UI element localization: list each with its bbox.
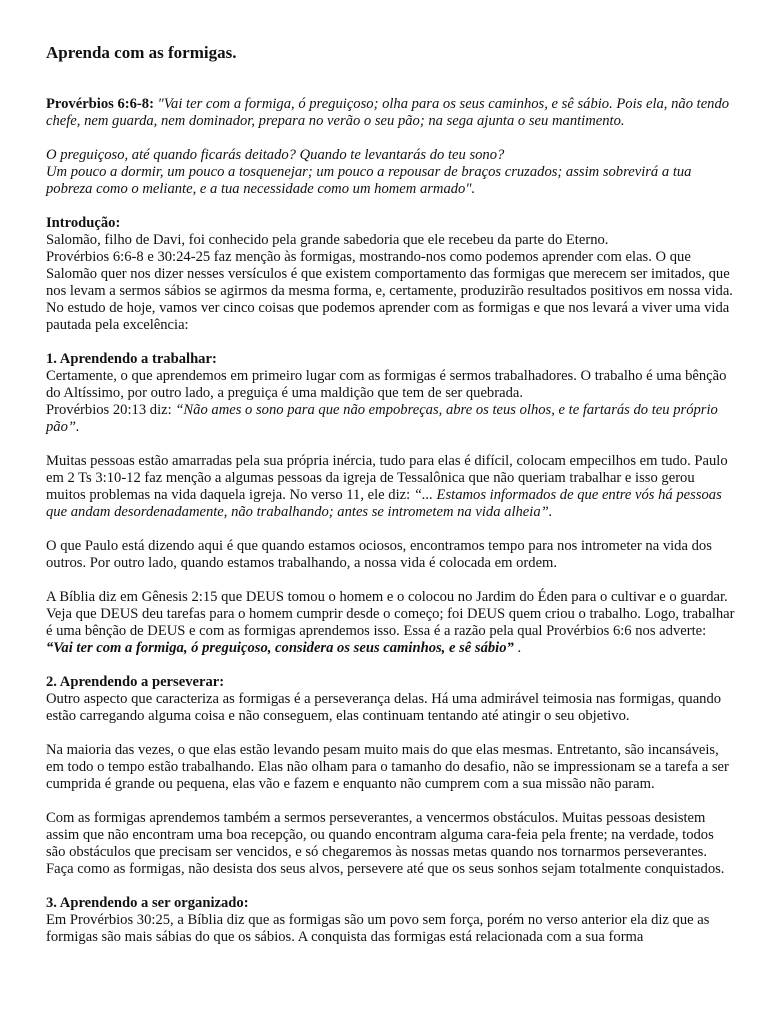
epigraph-continuation bbox=[46, 147, 736, 198]
section-3-paragraph bbox=[46, 895, 736, 946]
epigraph-quote: "Vai ter com a formiga, ó preguiçoso; olha para os seus caminhos, e sê sábio. Pois ela, não tendo chefe, nem guarda, nem dominador, prepara no verão o seu pão; na sega ajunta o seu mantimento. bbox=[46, 96, 730, 129]
epigraph-paragraph bbox=[46, 96, 736, 130]
bible-quote: “Não ames o sono para que não empobreças, abre os teus olhos, e te fartarás do teu próprio pão”. bbox=[46, 402, 718, 435]
section-1-paragraph bbox=[46, 351, 736, 436]
intro-text: Salomão, filho de Davi, foi conhecido pela grande sabedoria que ele recebeu da parte do Eterno. bbox=[46, 232, 609, 248]
body-text: Certamente, o que aprendemos em primeiro lugar com as formigas é sermos trabalhadores. O trabalho é uma bênção do Altíssimo, por outro lado, a preguiça é uma maldição que tem de ser quebrada. bbox=[46, 368, 727, 401]
section-heading: 1. Aprendendo a trabalhar: bbox=[46, 351, 217, 367]
epigraph-quote-line: Um pouco a dormir, um pouco a tosquenejar; um pouco a repousar de braços cruzados; assim sobrevirá a tua pobreza como o meliante, e a tua necessidade como um homem armado". bbox=[46, 164, 692, 197]
section-1-paragraph: O que Paulo está dizendo aqui é que quando estamos ociosos, encontramos tempo para nos intrometer na vida dos outros. Por outro lado, quando estamos trabalhando, a nossa vida é colocada em ordem. bbox=[46, 538, 712, 571]
document-page bbox=[46, 42, 736, 963]
body-text: Outro aspecto que caracteriza as formigas é a perseverança delas. Há uma admirável teimosia nas formigas, quando estão carregando alguma coisa e não conseguem, elas continuam tentando até atingir o seu objetivo. bbox=[46, 691, 722, 724]
bible-quote: “... Estamos informados de que entre vós há pessoas que andam desordenadamente, não trabalhando; antes se intrometem na vida alheia”. bbox=[46, 487, 722, 520]
bible-reference: Provérbios 20:13 diz: bbox=[46, 402, 176, 418]
section-heading: Introdução: bbox=[46, 215, 121, 231]
bible-quote: “Vai ter com a formiga, ó preguiçoso, considera os seus caminhos, e sê sábio” bbox=[46, 640, 514, 656]
section-2-paragraph bbox=[46, 674, 736, 725]
document-title: Aprenda com as formigas. bbox=[46, 43, 237, 62]
section-1-paragraph bbox=[46, 453, 736, 521]
body-text: A Bíblia diz em Gênesis 2:15 que DEUS tomou o homem e o colocou no Jardim do Éden para o cultivar e o guardar. Veja que DEUS deu tarefas para o homem cumprir desde o começo; foi DEUS quem criou o trabalho. Logo, trabalhar é uma bênção de DEUS e com as formigas aprendemos isso. Essa é a razão pela qual Provérbios 6:6 nos adverte: bbox=[46, 589, 735, 639]
epigraph-quote-line: O preguiçoso, até quando ficarás deitado? Quando te levantarás do teu sono? bbox=[46, 147, 505, 163]
section-heading: 2. Aprendendo a perseverar: bbox=[46, 674, 225, 690]
section-2-paragraph: Com as formigas aprendemos também a sermos perseverantes, a vencermos obstáculos. Muitas pessoas desistem assim que não encontram uma boa recepção, ou quando encontram alguma cara-feia pela frente; na verdade, todos são obstáculos que precisam ser vencidos, e só chegaremos às nossas metas quando nos tornarmos perseverantes. Faça como as formigas, não desista dos seus alvos, persevere até que os seus sonhos sejam totalmente conquistados. bbox=[46, 810, 725, 877]
epigraph-reference: Provérbios 6:6-8: bbox=[46, 96, 154, 112]
body-text: Em Provérbios 30:25, a Bíblia diz que as formigas são um povo sem força, porém no verso anterior ela diz que as formigas são mais sábias do que os sábios. A conquista das formigas está relacionada com a sua forma bbox=[46, 912, 710, 945]
section-2-paragraph: Na maioria das vezes, o que elas estão levando pesam muito mais do que elas mesmas. Entretanto, são incansáveis, em todo o tempo estão trabalhando. Elas não olham para o tamanho do desafio, não se impressionam se a tarefa a ser cumprida é grande ou pequena, elas vão e fazem e enquanto não cumprem com a sua missão não param. bbox=[46, 742, 729, 792]
section-heading: 3. Aprendendo a ser organizado: bbox=[46, 895, 249, 911]
intro-text: Provérbios 6:6-8 e 30:24-25 faz menção às formigas, mostrando-nos como podemos aprender com elas. O que Salomão quer nos dizer nesses versículos é que existem comportamento das formigas que merecem ser imitados, que nos levam a sermos sábios se agirmos da mesma forma, e, certamente, produzirão resultados positivos em nossa vida. No estudo de hoje, vamos ver cinco coisas que podemos aprender com as formigas e que nos levará a viver uma vida pautada pela excelência: bbox=[46, 249, 733, 333]
body-text: Muitas pessoas estão amarradas pela sua própria inércia, tudo para elas é difícil, colocam empecilhos em tudo. Paulo em 2 Ts 3:10-12 faz menção a algumas pessoas da igreja de Tessalônica que não queriam trabalhar e isso gerou muitos problemas na vida daquela igreja. No verso 11, ele diz: bbox=[46, 453, 728, 503]
section-1-paragraph bbox=[46, 589, 736, 657]
body-text: . bbox=[513, 640, 522, 656]
intro-section bbox=[46, 215, 736, 334]
